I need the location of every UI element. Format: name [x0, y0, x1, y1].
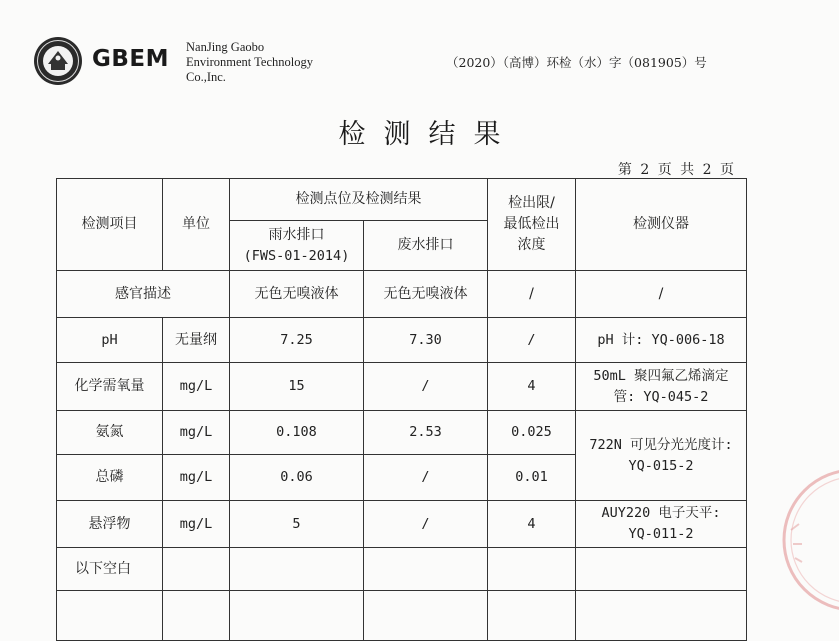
table-row [57, 271, 747, 318]
cell-instrument-line: 722N 可见分光光度计: [589, 436, 733, 453]
header-point-rain [230, 221, 364, 271]
cell-limit: / [488, 318, 576, 363]
cell-result: 无色无嗅液体 [230, 271, 364, 318]
cell-unit: mg/L [163, 363, 230, 411]
cell-result: 7.30 [364, 318, 488, 363]
cell-result: 5 [230, 501, 364, 548]
empty-cell [364, 548, 488, 591]
cell-result: 2.53 [364, 411, 488, 455]
blank-marker: 以下空白 [57, 548, 163, 591]
empty-cell [488, 548, 576, 591]
cell-instrument-line: AUY220 电子天平: [601, 505, 721, 521]
cell-result: 7.25 [230, 318, 364, 363]
table-row [57, 548, 747, 591]
header-point-rain-name: 雨水排口 [268, 226, 325, 243]
header-instrument: 检测仪器 [576, 179, 747, 271]
cell-instrument-line: YQ-015-2 [628, 457, 694, 474]
header-limit-line: 最低检出 [503, 216, 560, 232]
table-row [57, 318, 747, 363]
header-item: 检测项目 [57, 179, 163, 271]
report-number: （2020）（高博）环检（水）字（081905）号 [446, 55, 707, 70]
company-name-line: Co.,Inc. [186, 70, 226, 84]
empty-cell [163, 591, 230, 641]
page-title: 检测结果 [338, 119, 519, 150]
cell-unit: mg/L [163, 411, 230, 455]
cell-item: 感官描述 [57, 271, 230, 318]
cell-instrument: / [576, 271, 747, 318]
table-header-row [57, 179, 747, 221]
empty-cell [163, 548, 230, 591]
cell-item: 悬浮物 [57, 501, 163, 548]
header-unit: 单位 [163, 179, 230, 271]
cell-item: 总磷 [57, 455, 163, 501]
cell-instrument-line: YQ-011-2 [628, 526, 694, 542]
cell-instrument-line: 50mL 聚四氟乙烯滴定 [593, 367, 729, 384]
company-name [186, 40, 313, 85]
empty-cell [230, 548, 364, 591]
empty-cell [576, 591, 747, 641]
cell-result: 无色无嗅液体 [364, 271, 488, 318]
cell-result: / [364, 455, 488, 501]
header-limit-line: 检出限/ [508, 195, 555, 211]
cell-instrument-line: 管: YQ-045-2 [613, 388, 709, 405]
cell-item: pH [57, 318, 163, 363]
cell-unit: mg/L [163, 455, 230, 501]
cell-unit: mg/L [163, 501, 230, 548]
empty-cell [230, 591, 364, 641]
official-seal-icon [33, 36, 83, 86]
cell-limit: 4 [488, 501, 576, 548]
cell-limit: / [488, 271, 576, 318]
cell-result: 15 [230, 363, 364, 411]
empty-cell [364, 591, 488, 641]
empty-cell [57, 591, 163, 641]
cell-unit: 无量纲 [163, 318, 230, 363]
cell-result: 0.06 [230, 455, 364, 501]
company-name-line: Environment Technology [186, 55, 313, 69]
company-logo: GBEM [92, 46, 170, 72]
cell-instrument: pH 计: YQ-006-18 [576, 318, 747, 363]
cell-result: / [364, 363, 488, 411]
cell-instrument [576, 411, 747, 501]
red-stamp-icon [779, 470, 839, 620]
table-row [57, 411, 747, 455]
cell-result: / [364, 501, 488, 548]
header-limit-line: 浓度 [517, 237, 546, 253]
cell-limit: 4 [488, 363, 576, 411]
cell-result: 0.108 [230, 411, 364, 455]
table-row [57, 591, 747, 641]
results-table [56, 178, 747, 641]
header-point-rain-code: (FWS-01-2014) [243, 247, 350, 264]
table-row [57, 501, 747, 548]
cell-item: 氨氮 [57, 411, 163, 455]
header-limit [488, 179, 576, 271]
header-points: 检测点位及检测结果 [230, 179, 488, 221]
cell-limit: 0.025 [488, 411, 576, 455]
cell-instrument [576, 501, 747, 548]
cell-instrument [576, 363, 747, 411]
empty-cell [576, 548, 747, 591]
page-number: 第 2 页 共 2 页 [617, 162, 736, 178]
company-name-line: NanJing Gaobo [186, 40, 265, 54]
cell-limit: 0.01 [488, 455, 576, 501]
header-point-waste: 废水排口 [364, 221, 488, 271]
table-row [57, 363, 747, 411]
cell-item: 化学需氧量 [57, 363, 163, 411]
empty-cell [488, 591, 576, 641]
